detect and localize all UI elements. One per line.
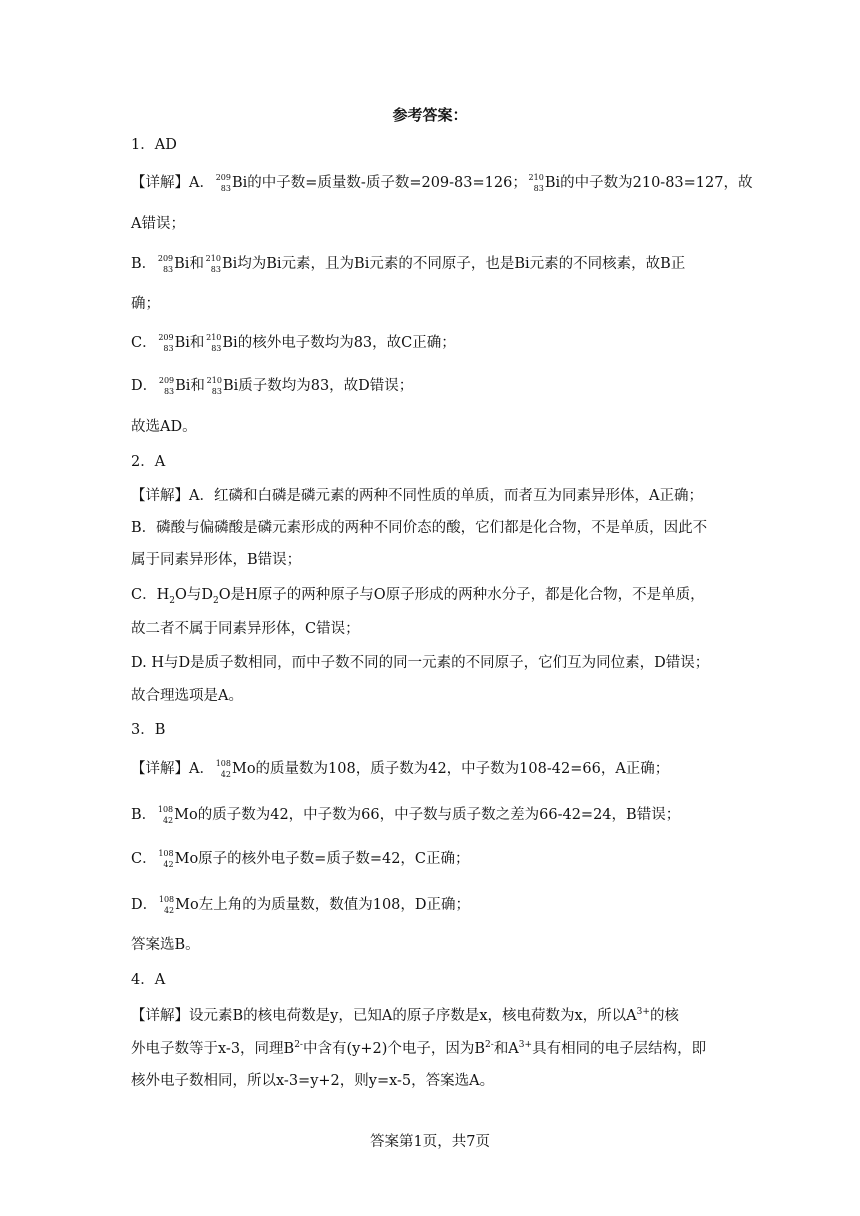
q2-explain-b: B．磷酸与偏磷酸是磷元素形成的两种不同价态的酸，它们都是化合物，不是单质，因此不	[131, 520, 708, 536]
q3-explain-c: C． 108 42 Mo原子的核外电子数=质子数=42，C正确；	[131, 849, 470, 869]
q2-explain-c-cont: 故二者不属于同素异形体，C错误；	[131, 621, 360, 637]
q1-explain-a-cont: A错误；	[131, 216, 185, 232]
q1-explain-b-cont: 确；	[131, 296, 160, 312]
q1-explain-a: 【详解】A． 209 83 Bi的中子数=质量数-质子数=209-83=126； 210 83 Bi的中子数为210-83=127，故	[131, 173, 753, 193]
q2-explain-b-cont: 属于同素异形体，B错误；	[131, 552, 302, 568]
q1-explain-c: C． 209 83 Bi和 210 83 Bi的核外电子数均为83，故C正确；	[131, 333, 456, 353]
answer-1: 1．AD	[131, 137, 177, 153]
q4-explain-1: 【详解】设元素B的核电荷数是y，已知A的原子序数是x，核电荷数为x，所以$A^{3+}$的核	[131, 1007, 679, 1024]
page-title: 参考答案：	[392, 106, 468, 124]
q3-explain-d: D． 108 42 Mo左上角的为质量数，数值为108，D正确；	[131, 895, 471, 915]
q2-explain-a: 【详解】A．红磷和白磷是磷元素的两种不同性质的单质，而者互为同素异形体，A正确；	[131, 488, 703, 504]
answer-4: 4．A	[131, 972, 166, 988]
q2-conclusion: 故合理选项是A。	[131, 688, 243, 704]
q4-explain-2: 外电子数等于x-3，同理$B^{2-}$中含有(y+2)个电子，因为$B^{2-}$和$A^{3+}$具有相同的电子层结构，即	[131, 1040, 707, 1057]
answer-3: 3．B	[131, 722, 166, 738]
q1-explain-b: B． 209 83 Bi和 210 83 Bi均为Bi元素，且为Bi元素的不同原子，也是Bi元素的不同核素，故B正	[131, 254, 686, 274]
q3-explain-a: 【详解】A． 108 42 Mo的质量数为108，质子数为42，中子数为108-42=66，A正确；	[131, 759, 670, 779]
page-footer: 答案第1页，共7页	[370, 1134, 490, 1150]
q3-explain-b: B． 108 42 Mo的质子数为42，中子数为66，中子数与质子数之差为66-42=24，B错误；	[131, 805, 681, 825]
q1-explain-d: D． 209 83 Bi和 210 83 Bi质子数均为83，故D错误；	[131, 376, 414, 396]
q4-explain-3: 核外电子数相同，所以x-3=y+2，则y=x-5，答案选A。	[131, 1073, 495, 1089]
q2-explain-d: D. H与D是质子数相同，而中子数不同的同一元素的不同原子，它们互为同位素，D错误；	[131, 655, 710, 671]
q1-conclusion: 故选AD。	[131, 419, 197, 435]
q3-conclusion: 答案选B。	[131, 937, 200, 953]
q2-explain-c: C．$H_2O$与$D_2O$是H原子的两种原子与O原子形成的两种水分子，都是化合物，不是单质，	[131, 587, 705, 606]
answer-2: 2．A	[131, 454, 166, 470]
